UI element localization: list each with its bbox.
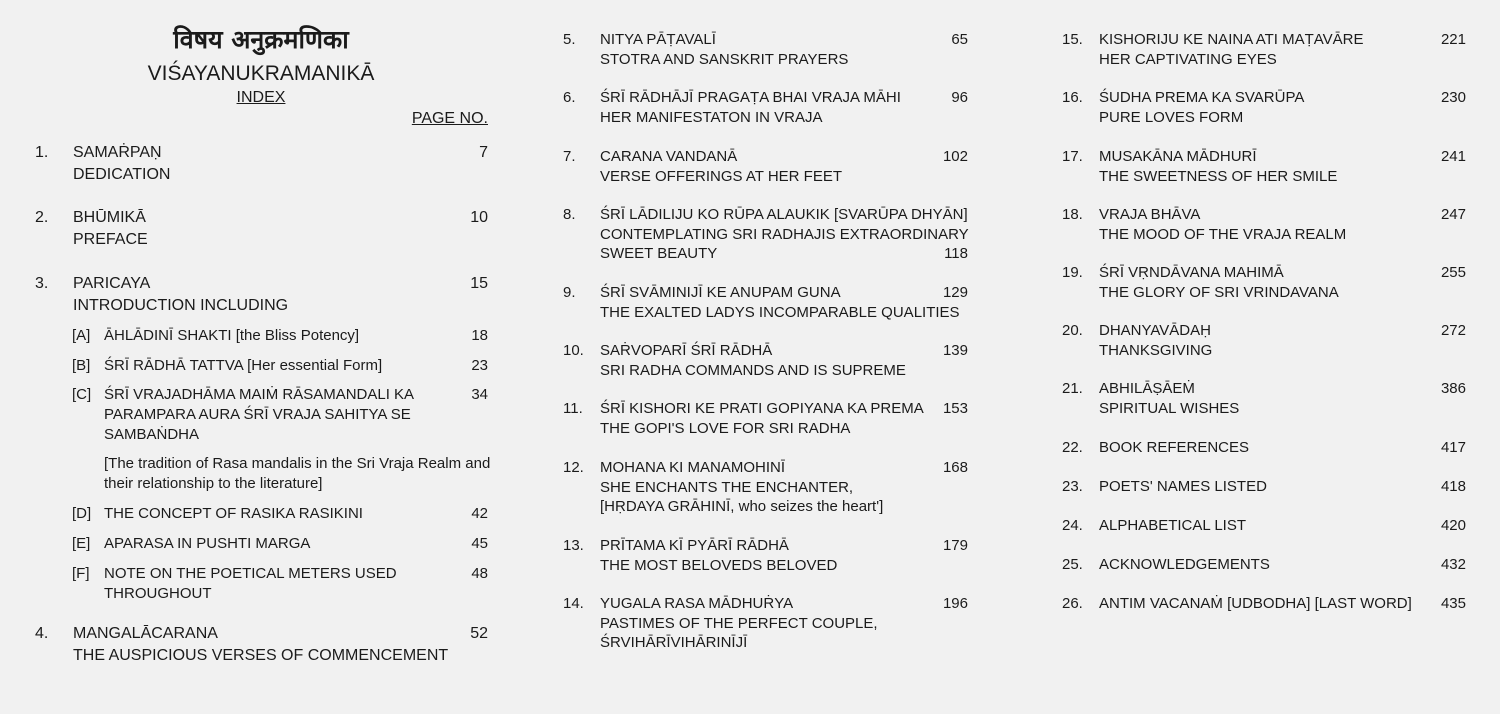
entry-number: 6.	[563, 89, 576, 106]
entry-subtitle: CONTEMPLATING SRI RADHAJIS EXTRAORDINARY	[600, 225, 969, 243]
entry-subtitle: THE EXALTED LADYS INCOMPARABLE QUALITIES	[600, 303, 960, 321]
entry-title: DHANYAVĀDAḤ	[1099, 322, 1211, 339]
entry-title: NITYA PĀṬAVALĪ	[600, 31, 716, 48]
entry-number: 25.	[1062, 556, 1083, 573]
entry-number: 24.	[1062, 517, 1083, 534]
entry-number: 22.	[1062, 439, 1083, 456]
entry-page: 255	[1440, 264, 1466, 281]
subentry-c-note	[104, 454, 510, 494]
title-transliteration: VIŚAYANUKRAMANIKĀ	[147, 62, 375, 85]
entry-number: 8.	[563, 206, 576, 223]
entry-number: 1.	[35, 144, 49, 161]
subentry-page: 42	[471, 505, 488, 522]
entry-number: 23.	[1062, 478, 1083, 495]
entry-page: 435	[1440, 595, 1466, 612]
entry-subtitle: HER MANIFESTATON IN VRAJA	[600, 108, 823, 126]
entry-page: 247	[1440, 206, 1466, 223]
subentry-title: PARAMPARA AURA ŚRĪ VRAJA SAHITYA SE	[104, 406, 411, 423]
entry-number: 16.	[1062, 89, 1083, 106]
entry-subtitle: THE GOPI'S LOVE FOR SRI RADHA	[600, 419, 851, 437]
entry-page: 420	[1440, 517, 1466, 534]
entry-number: 18.	[1062, 206, 1083, 223]
entry-title: ŚRĪ RĀDHĀJĪ PRAGAṬA BHAI VRAJA MĀHI	[600, 89, 901, 106]
entry-page: 118	[944, 245, 968, 262]
entry-subtitle: VERSE OFFERINGS AT HER FEET	[600, 167, 842, 185]
entry-page: 241	[1440, 148, 1466, 165]
entry-page: 129	[942, 284, 968, 301]
entry-title: KISHORIJU KE NAINA ATI MAṬAVĀRE	[1099, 31, 1364, 48]
entry-page: 65	[951, 31, 968, 48]
entry-title: ŚUDHA PREMA KA SVARŪPA	[1099, 89, 1305, 106]
entry-page: 168	[942, 459, 968, 476]
subentry-page: 34	[471, 386, 488, 403]
entry-title: MANGALĀCARANA	[73, 625, 218, 642]
subentry-label: [C]	[72, 386, 92, 403]
entry-title: ŚRĪ VṚNDĀVANA MAHIMĀ	[1099, 264, 1284, 281]
entry-page: 7	[479, 144, 488, 161]
entry-title: BHŪMIKĀ	[73, 209, 146, 226]
index-column-1	[0, 0, 510, 664]
entry-number: 3.	[35, 275, 49, 292]
entry-subtitle: SHE ENCHANTS THE ENCHANTER,	[600, 478, 854, 496]
entry-number: 21.	[1062, 380, 1083, 397]
subentry-title: THROUGHOUT	[104, 585, 212, 602]
subentry-page: 48	[471, 565, 488, 582]
entry-title: MUSAKĀNA MĀDHURĪ	[1099, 148, 1257, 165]
entry-subtitle: SRI RADHA COMMANDS AND IS SUPREME	[600, 361, 906, 379]
entry-title: CARANA VANDANĀ	[600, 148, 738, 165]
entry-title: PARICAYA	[73, 275, 151, 292]
entry-number: 10.	[563, 342, 584, 359]
entry-title: ALPHABETICAL LIST	[1099, 517, 1246, 534]
entry-subtitle: HER CAPTIVATING EYES	[1099, 50, 1277, 68]
entry-subtitle: STOTRA AND SANSKRIT PRAYERS	[600, 50, 849, 68]
subentry-title: THE CONCEPT OF RASIKA RASIKINI	[104, 505, 363, 522]
entry-subtitle: [HṚDAYA GRĀHINĪ, who seizes the heart']	[600, 498, 884, 515]
subentry-page: 45	[471, 535, 488, 552]
entry-title: SAṘVOPARĪ ŚRĪ RĀDHĀ	[600, 342, 773, 359]
subentry-label: [A]	[72, 327, 91, 344]
entry-page: 52	[470, 625, 488, 642]
title-hindi: विषय अनुक्रमणिका	[173, 25, 349, 54]
entry-page: 15	[470, 275, 488, 292]
subentry-title: APARASA IN PUSHTI MARGA	[104, 535, 311, 552]
entry-subtitle: THE GLORY OF SRI VRINDAVANA	[1099, 283, 1339, 301]
entry-page: 139	[942, 342, 968, 359]
entry-title: YUGALA RASA MĀDHUṘYA	[600, 595, 794, 612]
entry-page: 272	[1440, 322, 1466, 339]
entry-number: 15.	[1062, 31, 1083, 48]
entry-subtitle: PREFACE	[73, 231, 148, 248]
note-line: and their relationship to the literature]	[104, 455, 491, 492]
entry-subtitle: SWEET BEAUTY	[600, 245, 718, 262]
page-no-heading: PAGE NO.	[411, 110, 488, 127]
entry-page: 386	[1440, 380, 1466, 397]
entry-number: 13.	[563, 537, 584, 554]
entry-number: 11.	[563, 400, 583, 417]
entry-number: 19.	[1062, 264, 1083, 281]
entry-number: 17.	[1062, 148, 1083, 165]
entry-number: 14.	[563, 595, 584, 612]
entry-title: ŚRĪ SVĀMINIJĪ KE ANUPAM GUNA	[600, 284, 841, 301]
entry-subtitle: ŚRVIHĀRĪVIHĀRINĪJĪ	[600, 634, 748, 651]
entry-subtitle: THE SWEETNESS OF HER SMILE	[1099, 167, 1338, 185]
entry-subtitle: PURE LOVES FORM	[1099, 108, 1244, 126]
entry-title: SAMAṘPAṆ	[73, 144, 162, 161]
subentry-label: [B]	[72, 357, 91, 374]
entry-subtitle: SPIRITUAL WISHES	[1099, 399, 1240, 417]
subentry-page: 23	[471, 357, 488, 374]
entry-subtitle: THE AUSPICIOUS VERSES OF COMMENCEMENT	[73, 647, 449, 664]
entry-page: 221	[1440, 31, 1466, 48]
entry-title: POETS' NAMES LISTED	[1099, 478, 1267, 495]
subentry-label: [E]	[72, 535, 91, 552]
entry-subtitle: PASTIMES OF THE PERFECT COUPLE,	[600, 614, 878, 632]
entry-title: BOOK REFERENCES	[1099, 439, 1250, 456]
subentry-label: [F]	[72, 565, 90, 582]
entry-number: 26.	[1062, 595, 1083, 612]
subentry-title: SAMBAṄDHA	[104, 426, 200, 443]
entry-page: 96	[951, 89, 968, 106]
entry-number: 9.	[563, 284, 576, 301]
title-block	[0, 0, 510, 136]
entry-page: 432	[1440, 556, 1466, 573]
entry-title: ANTIM VACANAṀ [UDBODHA] [LAST WORD]	[1099, 595, 1412, 612]
entry-number: 7.	[563, 148, 576, 165]
entry-title: MOHANA KI MANAMOHINĪ	[600, 459, 786, 476]
subentry-title: NOTE ON THE POETICAL METERS USED	[104, 565, 397, 582]
entry-page: 196	[942, 595, 968, 612]
entry-page: 179	[942, 537, 968, 554]
subentry-title: ĀHLĀDINĪ SHAKTI [the Bliss Potency]	[104, 327, 360, 344]
entry-page: 230	[1440, 89, 1466, 106]
entry-subtitle: INTRODUCTION INCLUDING	[73, 297, 289, 314]
entry-page: 153	[942, 400, 968, 417]
entry-subtitle: DEDICATION	[73, 166, 171, 183]
entry-number: 20.	[1062, 322, 1083, 339]
entry-number: 4.	[35, 625, 49, 642]
entry-title: ŚRĪ KISHORI KE PRATI GOPIYANA KA PREMA	[600, 400, 924, 417]
entry-page: 10	[470, 209, 488, 226]
entry-number: 12.	[563, 459, 584, 476]
entry-title: ŚRĪ LĀDILIJU KO RŪPA ALAUKIK [SVARŪPA DHYĀN]	[600, 206, 968, 223]
subentry-title: ŚRĪ VRAJADHĀMA MAIṀ RĀSAMANDALI KA	[104, 386, 414, 403]
entry-subtitle: THANKSGIVING	[1099, 341, 1213, 359]
entry-number: 2.	[35, 209, 49, 226]
entry-number: 5.	[563, 31, 576, 48]
entry-title: ACKNOWLEDGEMENTS	[1099, 556, 1270, 573]
entry-subtitle: THE MOST BELOVEDS BELOVED	[600, 556, 838, 574]
subentry-title: ŚRĪ RĀDHĀ TATTVA [Her essential Form]	[104, 357, 383, 374]
entry-title: VRAJA BHĀVA	[1099, 206, 1201, 223]
entry-subtitle: THE MOOD OF THE VRAJA REALM	[1099, 225, 1347, 243]
note-line: [The tradition of Rasa mandalis in the Sri Vraja Realm	[104, 455, 462, 472]
subentry-page: 18	[471, 327, 488, 344]
entry-page: 418	[1440, 478, 1466, 495]
entry-title: ABHILĀṢĀEṀ	[1099, 380, 1195, 397]
entry-title: PRĪTAMA KĪ PYĀRĪ RĀDHĀ	[600, 537, 789, 554]
subentry-label: [D]	[72, 505, 92, 522]
entry-page: 417	[1440, 439, 1466, 456]
title-index: INDEX	[236, 89, 286, 106]
entry-page: 102	[942, 148, 968, 165]
